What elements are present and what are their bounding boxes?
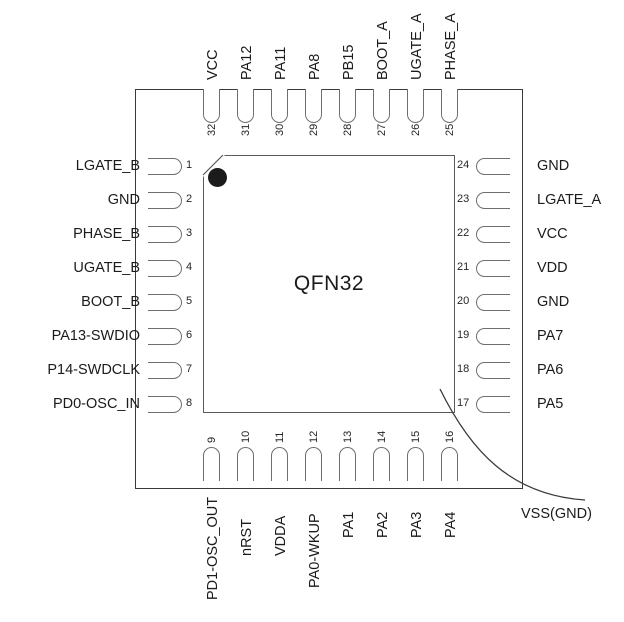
- pin-label-phase-a: PHASE_A: [443, 13, 459, 80]
- pin-label-lgate-b: LGATE_B: [75, 158, 140, 174]
- pin-number-25: 25: [444, 123, 456, 136]
- pin-label-lgate-a: LGATE_A: [537, 192, 602, 208]
- pin-label-vcc-22: VCC: [537, 226, 568, 242]
- pin-number-5: 5: [186, 295, 193, 307]
- pin-number-16: 16: [444, 430, 456, 443]
- pin-number-18: 18: [457, 363, 470, 375]
- pad-18: [476, 362, 510, 379]
- part-number-label: QFN32: [293, 272, 365, 295]
- pin-number-7: 7: [186, 363, 193, 375]
- pin-label-pa2: PA2: [375, 511, 391, 538]
- pad-25: [441, 89, 458, 123]
- pin-number-4: 4: [186, 261, 193, 273]
- pin-label-p14-swdclk: P14-SWDCLK: [47, 362, 140, 378]
- pin-number-21: 21: [457, 261, 470, 273]
- pad-19: [476, 328, 510, 345]
- pin-label-ugate-b: UGATE_B: [73, 260, 140, 276]
- pin-number-11: 11: [274, 431, 286, 443]
- pad-4: [148, 260, 182, 277]
- pad-24: [476, 158, 510, 175]
- pin-label-pa4: PA4: [443, 511, 459, 538]
- pad-14: [373, 447, 390, 481]
- pad-6: [148, 328, 182, 345]
- pin-number-24: 24: [457, 159, 470, 171]
- pin-label-phase-b: PHASE_B: [73, 226, 140, 242]
- pad-9: [203, 447, 220, 481]
- pin-label-pa5: PA5: [537, 396, 564, 412]
- pin-label-pa6: PA6: [537, 362, 564, 378]
- pin1-indicator-dot: [208, 168, 227, 187]
- pin-number-20: 20: [457, 295, 470, 307]
- pin-number-32: 32: [206, 123, 218, 136]
- pin-label-vdda: VDDA: [273, 515, 289, 556]
- pin-number-15: 15: [410, 430, 422, 443]
- pin-label-pa12: PA12: [239, 45, 255, 80]
- pin-number-3: 3: [186, 227, 193, 239]
- pad-21: [476, 260, 510, 277]
- pin-number-17: 17: [457, 397, 470, 409]
- pin-label-nrst: nRST: [239, 518, 255, 556]
- pin-number-10: 10: [240, 430, 252, 443]
- pin-number-2: 2: [186, 193, 193, 205]
- pad-12: [305, 447, 322, 481]
- pad-29: [305, 89, 322, 123]
- pin-label-vdd: VDD: [537, 260, 568, 276]
- pin-label-ugate-a: UGATE_A: [409, 13, 425, 80]
- pin-number-14: 14: [376, 430, 388, 443]
- pin-number-6: 6: [186, 329, 193, 341]
- pad-30: [271, 89, 288, 123]
- pin-number-8: 8: [186, 397, 193, 409]
- pad-28: [339, 89, 356, 123]
- pin-label-gnd-24: GND: [537, 158, 570, 174]
- pad-31: [237, 89, 254, 123]
- pin-number-27: 27: [376, 123, 388, 136]
- pad-23: [476, 192, 510, 209]
- exposed-pad-label: VSS(GND): [521, 506, 592, 522]
- pin-label-pb15: PB15: [341, 44, 357, 80]
- pad-22: [476, 226, 510, 243]
- pin-label-pd0-osc-in: PD0-OSC_IN: [52, 396, 140, 412]
- pin-label-pa1: PA1: [341, 511, 357, 538]
- pad-27: [373, 89, 390, 123]
- pad-20: [476, 294, 510, 311]
- pin-number-30: 30: [274, 123, 286, 136]
- pin-number-9: 9: [206, 436, 218, 443]
- pin-label-pd1-osc-out: PD1-OSC_OUT: [205, 496, 221, 600]
- pin-number-12: 12: [308, 430, 320, 443]
- pin-label-pa13-swdio: PA13-SWDIO: [51, 328, 140, 344]
- pad-1: [148, 158, 182, 175]
- pad-3: [148, 226, 182, 243]
- pad-26: [407, 89, 424, 123]
- pin-number-28: 28: [342, 123, 354, 136]
- pin-label-pa3: PA3: [409, 511, 425, 538]
- pad-13: [339, 447, 356, 481]
- pin-label-pa7: PA7: [537, 328, 564, 344]
- pad-7: [148, 362, 182, 379]
- pin-number-31: 31: [240, 123, 252, 136]
- pad-5: [148, 294, 182, 311]
- pin-number-1: 1: [186, 159, 193, 171]
- pad-32: [203, 89, 220, 123]
- pin-number-22: 22: [457, 227, 470, 239]
- pad-11: [271, 447, 288, 481]
- pin-label-boot-a: BOOT_A: [375, 21, 391, 80]
- pin-number-29: 29: [308, 123, 320, 136]
- pin-label-gnd-2: GND: [107, 192, 140, 208]
- pin-label-boot-b: BOOT_B: [81, 294, 140, 310]
- pad-10: [237, 447, 254, 481]
- pin-number-23: 23: [457, 193, 470, 205]
- pin-label-pa0-wkup: PA0-WKUP: [307, 513, 323, 588]
- pin-number-13: 13: [342, 430, 354, 443]
- pad-8: [148, 396, 182, 413]
- exposed-pad-leader-line: [420, 380, 620, 525]
- pin-label-gnd-20: GND: [537, 294, 570, 310]
- pin-label-vcc-32: VCC: [205, 49, 221, 80]
- pin-number-19: 19: [457, 329, 470, 341]
- pin-number-26: 26: [410, 123, 422, 136]
- pin-label-pa11: PA11: [273, 46, 289, 80]
- pin-label-pa8: PA8: [307, 53, 323, 80]
- pad-2: [148, 192, 182, 209]
